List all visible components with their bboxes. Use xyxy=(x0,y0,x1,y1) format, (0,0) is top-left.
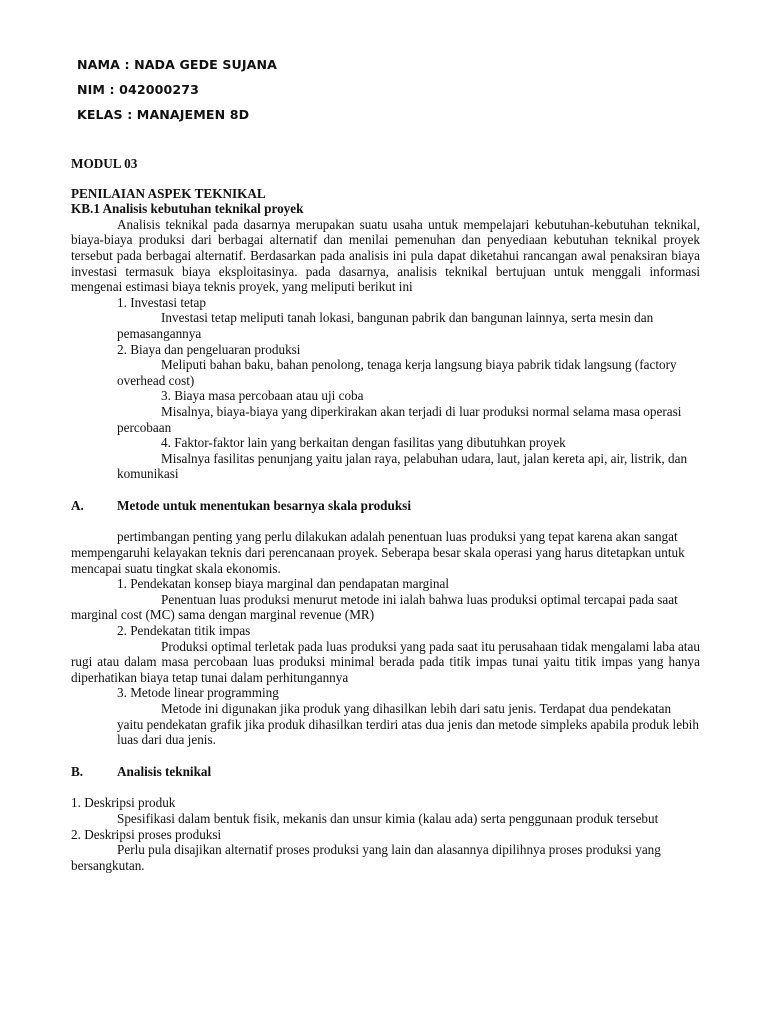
section-a-item-1-head: 1. Pendekatan konsep biaya marginal dan pendapatan marginal xyxy=(117,576,450,592)
kb-intro-paragraph: Analisis teknikal pada dasarnya merupakan suatu usaha untuk mempelajari kebutuhan-kebutuhan teknikal, biaya-biaya produksi dari berbagai alternatif dan menilai pemenuhan dan penyediaan kebutuhan teknikal proyek tersebut pada berbagai alternatif. Berdasarkan pada analisis ini pula dapat diketahui rancangan awal penaksiran biaya investasi termasuk biaya eksploitasinya. pada dasarnya, analisis teknikal bertujuan untuk menggali informasi mengenai estimasi biaya teknis proyek, yang meliputi berikut ini xyxy=(71,216,700,295)
section-b-title: Analisis teknikal xyxy=(117,763,212,779)
kb-item-3-body: Misalnya, biaya-biaya yang diperkirakan akan terjadi di luar produksi normal selama masa operasi percobaan xyxy=(117,403,682,435)
kb-item-4-head: 4. Faktor-faktor lain yang berkaitan dengan fasilitas yang dibutuhkan proyek xyxy=(161,435,566,451)
kb-item-2-head: 2. Biaya dan pengeluaran produksi xyxy=(117,341,301,357)
section-b-item-2-head: 2. Deskripsi proses produksi xyxy=(71,826,222,842)
kb-item-2-body: Meliputi bahan baku, bahan penolong, tenaga kerja langsung biaya pabrik tidak langsung (factory overhead cost) xyxy=(117,357,677,388)
section-a-mark: A. xyxy=(71,497,84,513)
section-a-item-2-body: Produksi optimal terletak pada luas produksi yang pada saat itu perusahaan tidak mengalami laba atau rugi atau dalam masa percobaan luas produksi minimal berada pada titik impas tunai yaitu titik impas yang hanya diperhatikan biaya tetap tunai dalam perhitungannya xyxy=(71,638,700,685)
student-nim: NIM : 042000273 xyxy=(77,82,199,97)
section-b-heading xyxy=(71,764,700,780)
kb-item-3-head: 3. Biaya masa percobaan atau uji coba xyxy=(161,388,364,404)
kb-item-1-head: 1. Investasi tetap xyxy=(117,294,206,310)
kb-heading: KB.1 Analisis kebutuhan teknikal proyek xyxy=(71,201,304,217)
module-title: PENILAIAN ASPEK TEKNIKAL xyxy=(71,185,266,201)
section-a-item-1-body: Penentuan luas produksi menurut metode ini ialah bahwa luas produksi optimal tercapai pada saat marginal cost (MC) sama dengan marginal revenue (MR) xyxy=(71,591,678,623)
section-a-intro: pertimbangan penting yang perlu dilakukan adalah penentuan luas produksi yang tepat karena akan sangat mempengaruhi kelayakan teknis dari perencanaan proyek. Seberapa besar skala operasi yang harus ditetapkan untuk mencapai suatu tingkat skala ekonomis. xyxy=(71,529,685,576)
student-name: NAMA : NADA GEDE SUJANA xyxy=(77,57,277,72)
student-class: KELAS : MANAJEMEN 8D xyxy=(77,107,250,122)
section-a-title: Metode untuk menentukan besarnya skala produksi xyxy=(117,497,411,513)
kb-item-4-body: Misalnya fasilitas penunjang yaitu jalan raya, pelabuhan udara, laut, jalan kereta api, air, listrik, dan komunikasi xyxy=(117,450,688,482)
section-b-item-1-head: 1. Deskripsi produk xyxy=(71,795,176,811)
section-b-item-2-body: Perlu pula disajikan alternatif proses produksi yang lain dan alasannya dipilihnya proses produksi yang bersangkutan. xyxy=(71,842,661,873)
section-a-item-3-head: 3. Metode linear programming xyxy=(117,685,279,701)
section-b-mark: B. xyxy=(71,763,84,779)
module-number: MODUL 03 xyxy=(71,156,138,171)
section-b-item-1-body: Spesifikasi dalam bentuk fisik, mekanis dan unsur kimia (kalau ada) serta penggunaan produk tersebut xyxy=(117,810,659,826)
section-a-item-3-body: Metode ini digunakan jika produk yang dihasilkan lebih dari satu jenis. Terdapat dua pendekatan yaitu pendekatan grafik jika produk dihasilkan terdiri atas dua jenis dan metode simpleks apabila produk lebih luas dari dua jenis. xyxy=(117,701,699,748)
kb-item-1-body: Investasi tetap meliputi tanah lokasi, bangunan pabrik dan bangunan lainnya, serta mesin dan pemasangannya xyxy=(117,310,654,341)
kb-list xyxy=(71,295,700,482)
section-a-item-2-head: 2. Pendekatan titik impas xyxy=(117,623,251,639)
section-a-heading xyxy=(71,498,700,514)
document-body xyxy=(71,156,700,873)
